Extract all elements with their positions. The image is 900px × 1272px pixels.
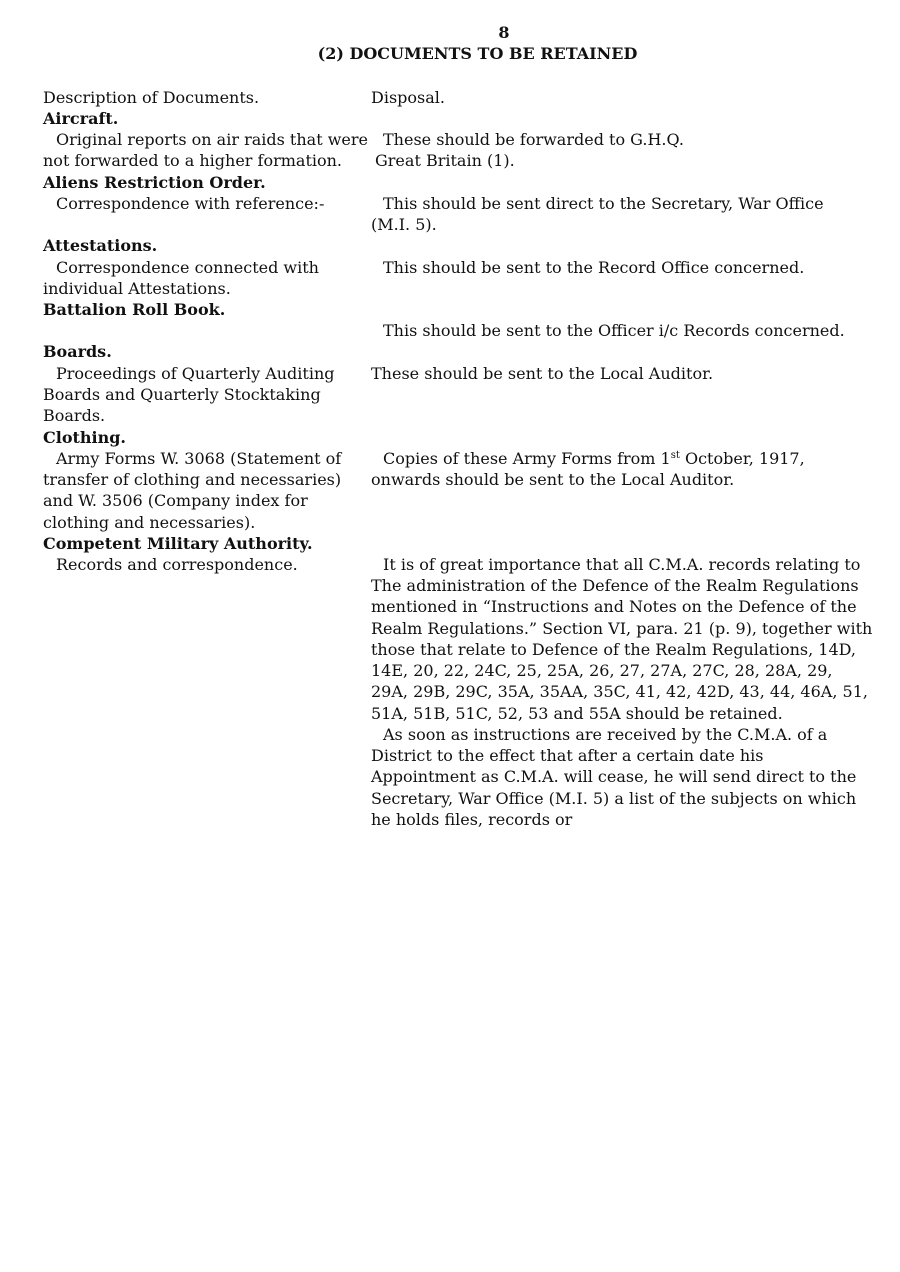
- entry-disposal-cma-line11: Appointment as C.M.A. will cease, he will send direct to the: [371, 767, 857, 786]
- entry-title-boards: Boards.: [43, 342, 112, 361]
- entry-title-aircraft: Aircraft.: [43, 109, 119, 128]
- entry-desc-attestations-line1: Correspondence connected with: [56, 258, 319, 277]
- entry-desc-clothing-line2: transfer of clothing and necessaries): [43, 470, 342, 489]
- entry-desc-cma-line1: Records and correspondence.: [56, 555, 298, 574]
- entry-title-aliens: Aliens Restriction Order.: [43, 173, 266, 192]
- entry-desc-aircraft-line2: not forwarded to a higher formation.: [43, 151, 343, 170]
- description-column-header: Description of Documents.: [43, 88, 260, 107]
- entry-disposal-cma-line3: mentioned in “Instructions and Notes on the Defence of the: [371, 597, 857, 616]
- entry-disposal-cma-line2: The administration of the Defence of the Realm Regulations: [371, 576, 859, 595]
- entry-desc-attestations-line2: individual Attestations.: [43, 279, 231, 298]
- page-number: 8: [498, 23, 510, 42]
- page-heading: (2) DOCUMENTS TO BE RETAINED: [317, 44, 638, 63]
- entry-disposal-cma-line12: Secretary, War Office (M.I. 5) a list of the subjects on which: [371, 789, 857, 808]
- entry-disposal-aircraft-line1: These should be forwarded to G.H.Q.: [383, 130, 684, 149]
- entry-desc-clothing-line3: and W. 3506 (Company index for: [43, 491, 308, 510]
- clothing-disposal-text-b: October, 1917,: [679, 449, 805, 468]
- entry-disposal-clothing-line2: onwards should be sent to the Local Auditor.: [371, 470, 735, 489]
- entry-desc-boards-line2: Boards and Quarterly Stocktaking: [43, 385, 321, 404]
- entry-disposal-cma-line6: 14E, 20, 22, 24C, 25, 25A, 26, 27, 27A, 27C, 28, 28A, 29,: [371, 661, 833, 680]
- entry-desc-clothing-line1: Army Forms W. 3068 (Statement of: [56, 449, 342, 468]
- entry-disposal-cma-line9: As soon as instructions are received by the C.M.A. of a: [383, 725, 828, 744]
- entry-desc-boards-line3: Boards.: [43, 406, 106, 425]
- entry-disposal-cma-line1: It is of great importance that all C.M.A. records relating to: [383, 555, 861, 574]
- entry-disposal-cma-line10: District to the effect that after a certain date his: [371, 746, 764, 765]
- entry-disposal-cma-line5: those that relate to Defence of the Realm Regulations, 14D,: [371, 640, 856, 659]
- clothing-disposal-superscript: st: [670, 450, 680, 461]
- entry-disposal-aliens-line1: This should be sent direct to the Secretary, War Office: [383, 194, 824, 213]
- entry-disposal-attestations-line1: This should be sent to the Record Office concerned.: [383, 258, 805, 277]
- entry-desc-clothing-line4: clothing and necessaries).: [43, 513, 256, 532]
- entry-desc-boards-line1: Proceedings of Quarterly Auditing: [56, 364, 335, 383]
- entry-title-attestations: Attestations.: [43, 236, 158, 255]
- disposal-column-header: Disposal.: [371, 88, 445, 107]
- entry-disposal-aliens-line2: (M.I. 5).: [371, 215, 437, 234]
- entry-title-cma: Competent Military Authority.: [43, 534, 313, 553]
- entry-desc-aircraft-line1: Original reports on air raids that were: [56, 130, 368, 149]
- clothing-disposal-text-a: Copies of these Army Forms from 1: [383, 449, 671, 468]
- entry-disposal-cma-line8: 51A, 51B, 51C, 52, 53 and 55A should be retained.: [371, 704, 783, 723]
- entry-title-battalion-roll-book: Battalion Roll Book.: [43, 300, 226, 319]
- entry-disposal-cma-line7: 29A, 29B, 29C, 35A, 35AA, 35C, 41, 42, 42D, 43, 44, 46A, 51,: [371, 682, 868, 701]
- entry-disposal-cma-line4: Realm Regulations.” Section VI, para. 21 (p. 9), together with: [371, 619, 873, 638]
- entry-title-clothing: Clothing.: [43, 428, 126, 447]
- entry-disposal-clothing-line1: [383, 448, 805, 469]
- entry-desc-aliens-line1: Correspondence with reference:-: [56, 194, 325, 213]
- entry-disposal-cma-line13: he holds files, records or: [371, 810, 573, 829]
- entry-disposal-battalion-line1: This should be sent to the Officer i/c Records concerned.: [383, 321, 845, 340]
- entry-disposal-aircraft-line2: Great Britain (1).: [375, 151, 515, 170]
- entry-disposal-boards-line1: These should be sent to the Local Auditor.: [371, 364, 714, 383]
